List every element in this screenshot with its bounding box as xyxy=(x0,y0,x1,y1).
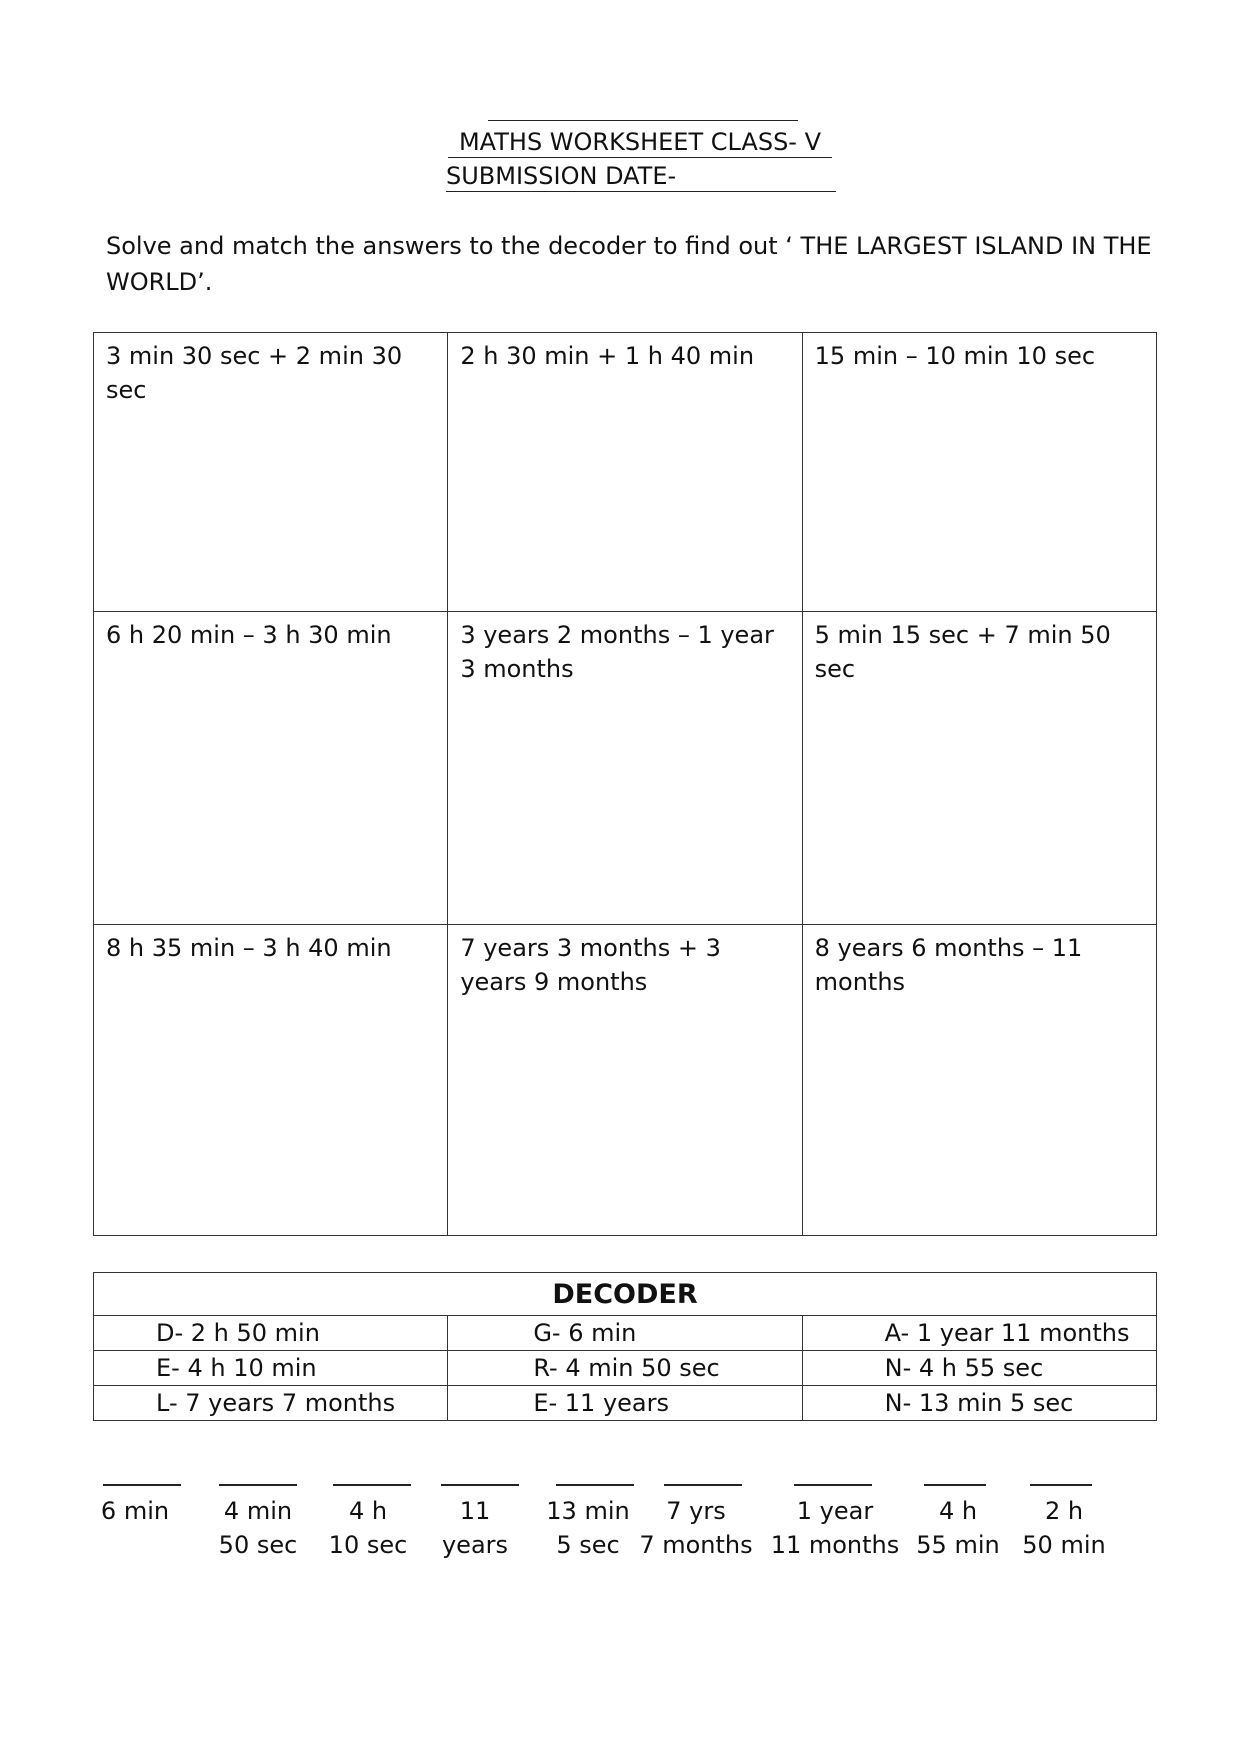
problem-cell[interactable]: 8 h 35 min – 3 h 40 min xyxy=(94,925,448,1236)
decoder-entry: G- 6 min xyxy=(448,1316,802,1351)
submission-date-field[interactable]: SUBMISSION DATE- xyxy=(446,162,836,192)
answer-line1: 4 min xyxy=(223,1497,293,1525)
problem-cell[interactable]: 7 years 3 months + 3 years 9 months xyxy=(448,925,802,1236)
answer-blank[interactable] xyxy=(664,1476,742,1486)
decoder-entry: N- 13 min 5 sec xyxy=(802,1386,1156,1421)
answer-line2: 10 sec xyxy=(328,1531,408,1559)
decoder-entry: L- 7 years 7 months xyxy=(94,1386,448,1421)
answer-line2: 11 months xyxy=(770,1531,900,1559)
instructions: Solve and match the answers to the decoder to find out ‘ THE LARGEST ISLAND IN THE WORLD’. xyxy=(106,232,1152,296)
problem-cell[interactable]: 6 h 20 min – 3 h 30 min xyxy=(94,612,448,925)
answer-blank[interactable] xyxy=(794,1476,872,1486)
problem-cell[interactable]: 3 years 2 months – 1 year 3 months xyxy=(448,612,802,925)
decoder-entry: D- 2 h 50 min xyxy=(94,1316,448,1351)
answer-slot xyxy=(1014,1494,1114,1562)
answer-line2: 50 min xyxy=(1022,1531,1106,1559)
answer-blank[interactable] xyxy=(333,1476,411,1486)
answer-blank[interactable] xyxy=(556,1476,634,1486)
answer-row xyxy=(0,1476,1241,1586)
decoder-heading: DECODER xyxy=(94,1273,1157,1316)
decoder-entry: A- 1 year 11 months xyxy=(802,1316,1156,1351)
decoder-entry: E- 11 years xyxy=(448,1386,802,1421)
problem-cell[interactable]: 5 min 15 sec + 7 min 50 sec xyxy=(802,612,1156,925)
answer-line1: 7 yrs xyxy=(666,1497,726,1525)
problem-cell[interactable]: 15 min – 10 min 10 sec xyxy=(802,333,1156,612)
answer-blank[interactable] xyxy=(219,1476,297,1486)
answer-line1: 4 h xyxy=(348,1497,388,1525)
answer-slot xyxy=(100,1494,170,1528)
problem-cell[interactable]: 2 h 30 min + 1 h 40 min xyxy=(448,333,802,612)
decoder-entry: R- 4 min 50 sec xyxy=(448,1351,802,1386)
answer-slot xyxy=(908,1494,1008,1562)
answer-slot xyxy=(208,1494,308,1562)
problems-grid xyxy=(93,332,1157,1236)
header-rule xyxy=(488,120,798,121)
answer-line1: 1 year xyxy=(796,1497,874,1525)
answer-slot xyxy=(318,1494,418,1562)
worksheet-title: MATHS WORKSHEET CLASS- V xyxy=(448,128,832,158)
answer-line2: 50 sec xyxy=(218,1531,298,1559)
answer-blank[interactable] xyxy=(924,1476,986,1486)
answer-slot xyxy=(638,1494,754,1562)
answer-line1: 2 h xyxy=(1044,1497,1084,1525)
answer-blank[interactable] xyxy=(103,1476,181,1486)
answer-line1: 13 min xyxy=(546,1497,630,1525)
answer-line2: 55 min xyxy=(916,1531,1000,1559)
answer-slot xyxy=(430,1494,520,1562)
decoder-entry: E- 4 h 10 min xyxy=(94,1351,448,1386)
decoder-table xyxy=(93,1272,1157,1421)
answer-blank[interactable] xyxy=(1030,1476,1092,1486)
answer-line1: 11 xyxy=(459,1497,491,1525)
answer-line1: 6 min xyxy=(100,1497,170,1525)
answer-blank[interactable] xyxy=(441,1476,519,1486)
answer-line1: 4 h xyxy=(938,1497,978,1525)
answer-slot xyxy=(538,1494,638,1562)
problem-cell[interactable]: 3 min 30 sec + 2 min 30 sec xyxy=(94,333,448,612)
answer-line2: 7 months xyxy=(639,1531,753,1559)
answer-line2: 5 sec xyxy=(556,1531,620,1559)
answer-line2: years xyxy=(441,1531,509,1559)
decoder-entry: N- 4 h 55 sec xyxy=(802,1351,1156,1386)
answer-slot xyxy=(770,1494,900,1562)
problem-cell[interactable]: 8 years 6 months – 11 months xyxy=(802,925,1156,1236)
